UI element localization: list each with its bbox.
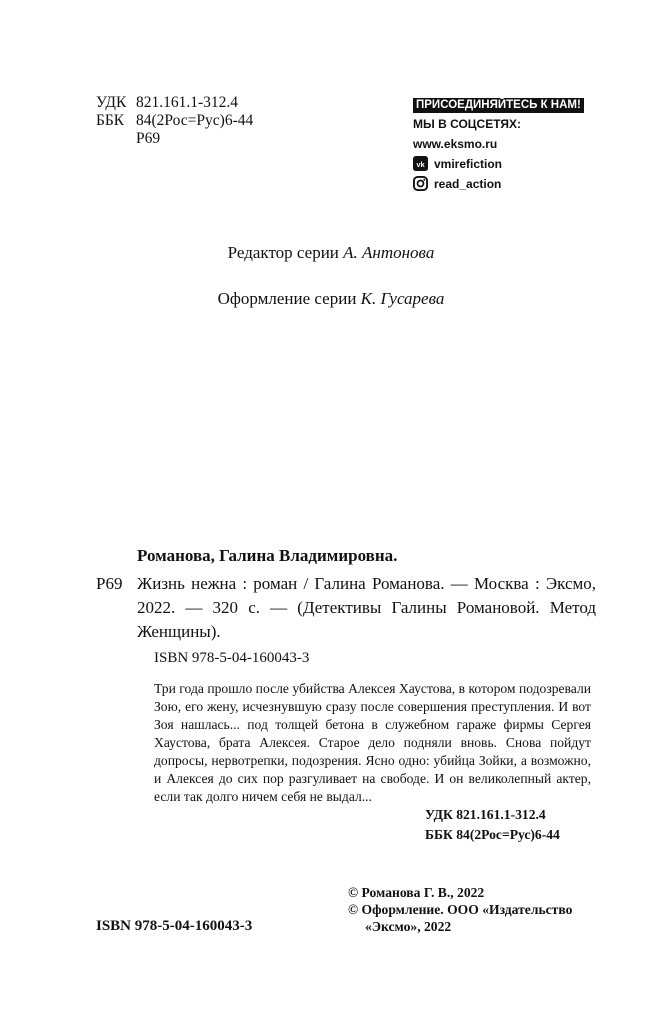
editor-name: А. Антонова xyxy=(343,243,435,262)
annotation-text: Три года прошло после убийства Алексея Хаустова, в котором подозревали Зою, его жену, исчезнувшую сразу после совершения преступления. И вот Зоя нашлась... под толщей бетона в служебном гараже фирмы Сергея Хаустова, брата Алексея. Старое дело подняли вновь. Снова пойдут допросы, нервотрепки, подозрения. Ясно одно: убийца Зойки, а возможно, и Алексея до сих пор разгуливает на свободе. И он великолепный актер, если так долго ничем себя не выдал... xyxy=(154,681,591,804)
annotation xyxy=(154,680,591,806)
svg-text:vk: vk xyxy=(416,159,425,169)
vk-link[interactable] xyxy=(413,154,584,174)
udk-value: 821.161.1-312.4 xyxy=(136,94,239,111)
catalog-description: Жизнь нежна : роман / Галина Романова. — Москва : Эксмо, 2022. — 320 с. — (Детективы Галины Романовой. Метод Женщины). xyxy=(137,574,596,641)
catalog-entry xyxy=(96,572,596,644)
series-design xyxy=(0,289,662,309)
editor-label: Редактор серии xyxy=(227,243,339,262)
instagram-icon xyxy=(413,176,428,191)
copyright-author: © Романова Г. В., 2022 xyxy=(348,885,485,900)
catalog-bbk: ББК 84(2Рос=Рус)6-44 xyxy=(425,827,560,842)
vk-icon xyxy=(413,156,428,171)
catalog-isbn: ISBN 978-5-04-160043-3 xyxy=(154,650,310,666)
instagram-link[interactable] xyxy=(413,174,584,194)
copyright-design-2: «Эксмо», 2022 xyxy=(365,919,452,934)
isbn-bottom: ISBN 978-5-04-160043-3 xyxy=(96,918,253,934)
bbk-label: ББК xyxy=(96,112,125,129)
join-banner: ПРИСОЕДИНЯЙТЕСЬ К НАМ! xyxy=(413,98,584,113)
classification-codes xyxy=(96,94,253,148)
website-link[interactable]: www.eksmo.ru xyxy=(413,137,498,151)
social-subtitle: МЫ В СОЦСЕТЯХ: xyxy=(413,117,522,131)
vk-handle: vmirefiction xyxy=(434,157,503,171)
bbk-value: 84(2Рос=Рус)6-44 xyxy=(136,112,254,129)
catalog-codes xyxy=(425,805,560,845)
author-mark: Р69 xyxy=(136,130,161,147)
catalog-udk: УДК 821.161.1-312.4 xyxy=(425,807,546,822)
design-name: К. Гусарева xyxy=(360,289,445,308)
social-block xyxy=(413,94,584,194)
instagram-handle: read_action xyxy=(434,177,502,191)
copyright-design-1: © Оформление. ООО «Издательство xyxy=(348,902,573,917)
catalog-author: Романова, Галина Владимировна. xyxy=(137,546,398,565)
catalog-code: Р69 xyxy=(96,574,123,593)
udk-label: УДК xyxy=(96,94,127,111)
design-label: Оформление серии xyxy=(217,289,357,308)
series-editor xyxy=(0,243,662,263)
copyright-block xyxy=(348,884,572,935)
